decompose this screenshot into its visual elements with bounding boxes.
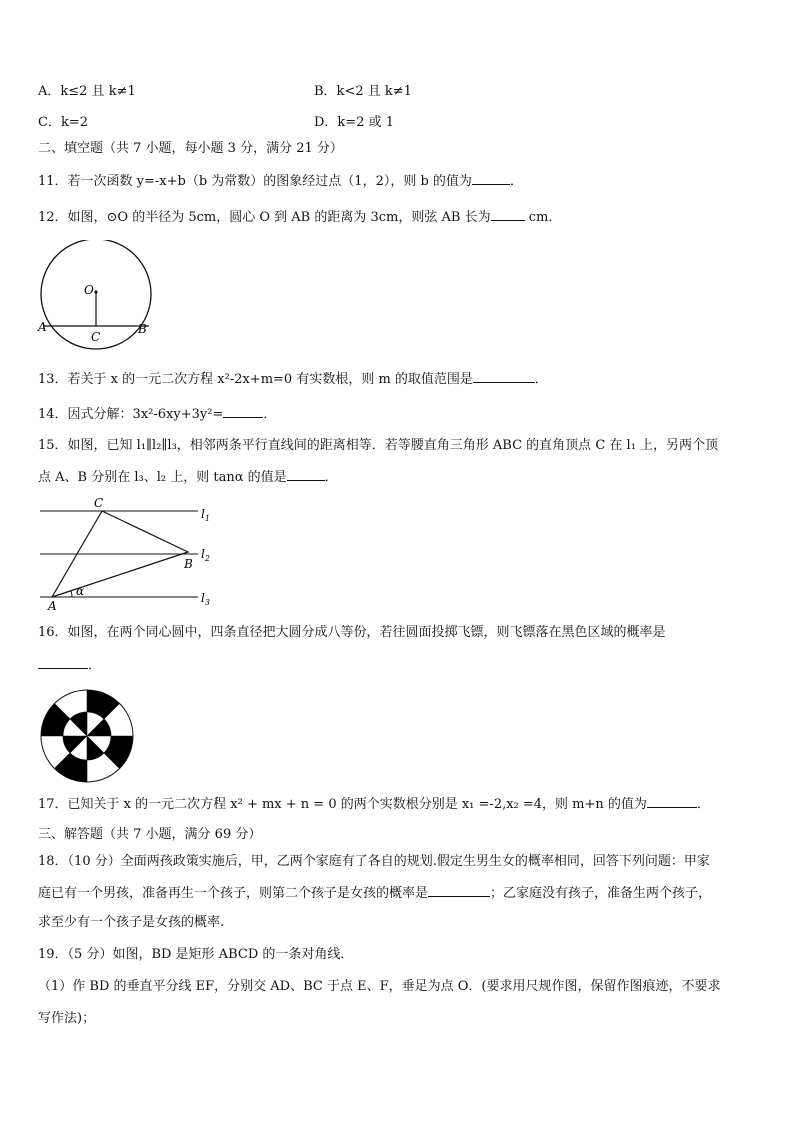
q13-end: ． bbox=[534, 372, 548, 387]
q18-text-a: 庭已有一个男孩，准备再生一个孩子，则第二个孩子是女孩的概率是 bbox=[38, 886, 429, 901]
question-12 bbox=[38, 208, 561, 227]
label-a: A bbox=[48, 599, 57, 613]
label-o: O bbox=[84, 283, 94, 297]
question-19-line-3: 写作法)； bbox=[38, 1011, 96, 1026]
answer-blank bbox=[38, 656, 88, 669]
answer-blank bbox=[491, 208, 525, 221]
choice-b: B．k<2 且 k≠1 bbox=[314, 84, 412, 99]
question-19-line-1: 19．（5 分）如图，BD 是矩形 ABCD 的一条对角线． bbox=[38, 947, 354, 962]
label-alpha: α bbox=[76, 584, 85, 598]
label-c: C bbox=[91, 330, 101, 344]
label-l3: $l_3$ bbox=[201, 591, 210, 607]
q15-parallel-lines-figure bbox=[36, 494, 222, 614]
q12-circle-figure bbox=[36, 240, 160, 352]
q11-text: 11．若一次函数 y=-x+b（b 为常数）的图象经过点（1，2），则 b 的值为 bbox=[38, 174, 472, 189]
q12-text: 12．如图，⊙O 的半径为 5cm，圆心 O 到 AB 的距离为 3cm，则弦 AB 长为 bbox=[38, 210, 491, 225]
q18-text-b: ；乙家庭没有孩子，准备生两个孩子， bbox=[490, 886, 712, 901]
label-l2: $l_2$ bbox=[201, 547, 210, 563]
question-18-line-2 bbox=[38, 884, 711, 903]
q12-end: cm． bbox=[528, 210, 562, 225]
question-17 bbox=[38, 795, 710, 814]
label-b: B bbox=[138, 322, 147, 336]
choice-a: A．k≤2 且 k≠1 bbox=[38, 84, 136, 99]
q15-text: 点 A、B 分别在 l₃、l₂ 上，则 tanα 的值是 bbox=[38, 470, 287, 485]
q16-dartboard-figure bbox=[38, 688, 136, 784]
q14-end: ． bbox=[263, 407, 277, 422]
answer-blank bbox=[472, 172, 510, 185]
answer-blank bbox=[473, 370, 535, 383]
q13-text: 13．若关于 x 的一元二次方程 x²-2x+m=0 有实数根，则 m 的取值范围是 bbox=[38, 372, 473, 387]
choice-d: D．k=2 或 1 bbox=[314, 115, 394, 130]
answer-blank bbox=[647, 795, 697, 808]
q17-text: 17．已知关于 x 的一元二次方程 x² + mx + n = 0 的两个实数根分别是 x₁ =-2,x₂ =4，则 m+n 的值为 bbox=[38, 797, 647, 812]
label-b: B bbox=[184, 557, 193, 571]
question-18-line-3: 求至少有一个孩子是女孩的概率. bbox=[38, 915, 225, 930]
question-15-line-1: 15．如图，已知 l₁∥l₂∥l₃，相邻两条平行直线间的距离相等．若等腰直角三角形 ABC 的直角顶点 C 在 l₁ 上，另两个顶 bbox=[38, 438, 719, 453]
question-16-line-1: 16．如图，在两个同心圆中，四条直径把大圆分成八等份，若往圆面投掷飞镖，则飞镖落在黑色区域的概率是 bbox=[38, 625, 666, 640]
label-l1: $l_1$ bbox=[201, 507, 210, 523]
q15-end: ． bbox=[324, 470, 338, 485]
answer-blank bbox=[428, 884, 490, 897]
question-13 bbox=[38, 370, 548, 389]
answer-blank bbox=[287, 468, 325, 481]
question-19-line-2: （1）作 BD 的垂直平分线 EF，分别交 AD、BC 于点 E、F，垂足为点 O．(要求用尺规作图，保留作图痕迹，不要求 bbox=[38, 979, 721, 994]
q14-text: 14．因式分解：3x²-6xy+3y²= bbox=[38, 407, 224, 422]
q11-end: ． bbox=[509, 174, 523, 189]
center-point bbox=[94, 290, 97, 293]
choice-c: C．k=2 bbox=[38, 115, 88, 130]
q16-end: ． bbox=[88, 658, 102, 673]
angle-alpha-arc bbox=[71, 591, 72, 597]
question-14 bbox=[38, 405, 276, 424]
label-c: C bbox=[94, 496, 104, 510]
question-15-line-2 bbox=[38, 468, 338, 487]
question-18-line-1: 18．（10 分）全面两孩政策实施后，甲，乙两个家庭有了各自的规划.假定生男生女的概率相同，回答下列问题：甲家 bbox=[38, 854, 710, 869]
q17-end: ． bbox=[696, 797, 710, 812]
answer-blank bbox=[223, 405, 263, 418]
section-2-title: 二、填空题（共 7 小题，每小题 3 分，满分 21 分） bbox=[38, 141, 343, 156]
question-11 bbox=[38, 172, 523, 191]
label-a: A bbox=[38, 320, 47, 334]
question-16-line-2 bbox=[38, 656, 101, 675]
section-3-title: 三、解答题（共 7 小题，满分 69 分） bbox=[38, 827, 262, 842]
